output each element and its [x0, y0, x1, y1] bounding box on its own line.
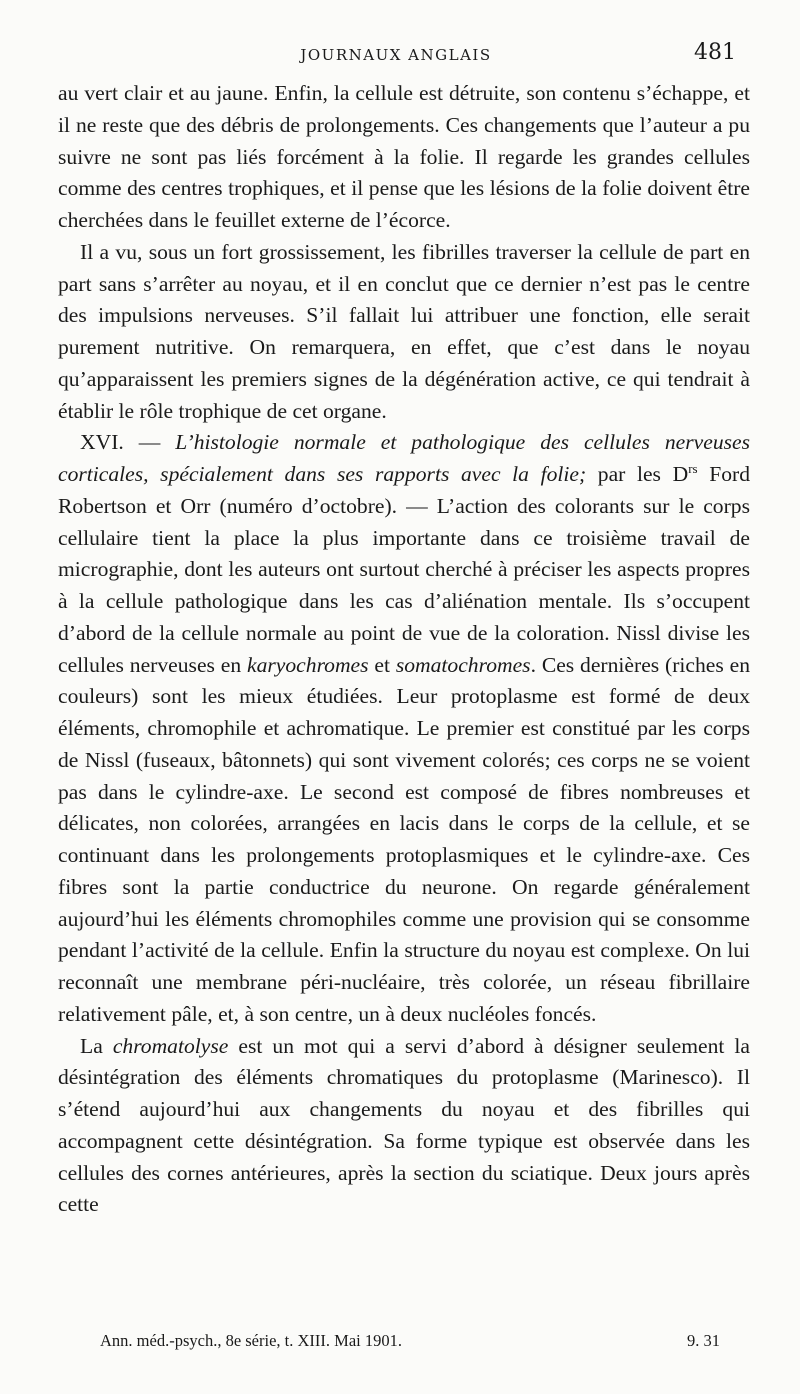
text-run: est un mot qui a servi d’abord à désigner seulement la désintégration des éléments chromatiques du protoplasme (Marinesco). Il s’étend aujourd’hui aux changements du noyau et des fibrilles qui accompagnent cette désintégration. Sa forme typique est observée dans les cellules des cornes antérieures, après la section du sciatique. Deux jours après cette — [58, 1033, 750, 1217]
body-paragraph — [58, 78, 750, 237]
body-paragraph — [58, 427, 750, 1030]
running-title: JOURNAUX ANGLAIS — [300, 46, 492, 64]
italic-text-run: chromatolyse — [112, 1033, 229, 1058]
text-run: et — [368, 652, 396, 677]
text-run: au vert clair et au jaune. Enfin, la cellule est détruite, son contenu s’échappe, et il ne reste que des débris de prolongements. Ces changements que l’auteur a pu suivre ne sont pas liés forcément à la folie. Il regarde les grandes cellules comme des centres trophiques, et il pense que les lésions de la folie doivent être cherchées dans le feuillet externe de l’écorce. — [58, 81, 750, 232]
footer-signature-mark: 9. 31 — [687, 1331, 720, 1350]
text-run: Ford Robertson et Orr (numéro d’octobre). — L’action des colorants sur le corps cellulaire tient la place la plus importante dans ce troisième travail de micrographie, dont les auteurs ont surtout cherché à préciser les aspects propres à la cellule pathologique dans les cas d’aliénation mentale. Ils s’occupent d’abord de la cellule normale au point de vue de la coloration. Nissl divise les cellules nerveuses en — [58, 462, 750, 677]
text-run: . Ces dernières (riches en couleurs) sont les mieux étudiées. Leur protoplasme est formé de deux éléments, chromophile et achromatique. Le premier est constitué par les corps de Nissl (fuseaux, bâtonnets) qui sont vivement colorés; ces corps ne se voient pas dans le cylindre-axe. Le second est composé de fibres nombreuses et délicates, non colorées, arrangées en lacis dans le corps de la cellule, et se continuant dans les prolongements protoplasmiques et le cylindre-axe. Ces fibres sont la partie conductrice du neurone. On regarde généralement aujourd’hui les éléments chromophiles comme une provision qui se consomme pendant l’activité de la cellule. Enfin la structure du noyau est complexe. On lui reconnaît une membrane péri-nucléaire, très colorée, un réseau fibrillaire relativement pâle, et, à son centre, un à deux nucléoles foncés. — [58, 652, 751, 1026]
page-footer — [100, 1331, 720, 1355]
italic-text-run: L’histologie normale et pathologique des cellules nerveuses corticales, spécialement dans ses rapports avec la folie; — [58, 430, 751, 486]
text-run: La — [80, 1033, 113, 1058]
body-paragraph — [58, 1031, 750, 1222]
body-paragraph — [58, 237, 750, 428]
page-header — [56, 36, 736, 72]
italic-text-run: karyochromes — [247, 652, 369, 677]
page-number: 481 — [694, 40, 736, 65]
footer-journal-reference: Ann. méd.-psych., 8e série, t. XIII. Mai 1901. — [100, 1331, 402, 1350]
text-run: Il a vu, sous un fort grossissement, les fibrilles traverser la cellule de part en part sans s’arrêter au noyau, et il en conclut que ce dernier n’est pas le centre des impulsions nerveuses. S’il fallait lui attribuer une fonction, elle serait purement nutritive. On remarquera, en effet, que c’est dans le noyau qu’apparaissent les premiers signes de la dégénération active, ce qui tendrait à établir le rôle trophique de cet organe. — [58, 239, 750, 423]
body-text — [58, 78, 750, 1221]
text-run: par les D — [586, 462, 689, 486]
text-run: XVI. — — [80, 430, 176, 455]
superscript-text: rs — [688, 460, 698, 476]
italic-text-run: somatochromes — [395, 652, 531, 677]
